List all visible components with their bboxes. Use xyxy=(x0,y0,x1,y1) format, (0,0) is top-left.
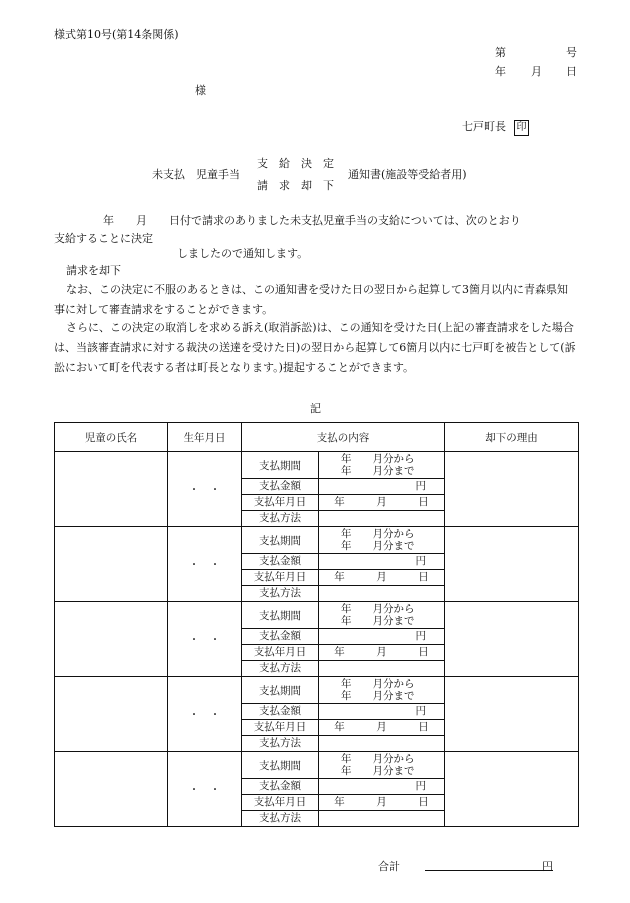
paydate-value[interactable]: 年 月 日 xyxy=(319,645,445,661)
issuer-name: 七戸町長 xyxy=(462,120,506,133)
period-value[interactable] xyxy=(319,452,445,479)
period-value[interactable] xyxy=(319,677,445,704)
period-to: 年 月分まで xyxy=(341,765,415,777)
method-value[interactable] xyxy=(319,736,445,752)
amount-label: 支払金額 xyxy=(242,554,319,570)
child-name-cell[interactable] xyxy=(55,452,168,527)
birthdate-cell[interactable]: ・ ・ xyxy=(168,677,242,752)
title-option-decide: 支 給 決 定 xyxy=(257,157,334,170)
paydate-label: 支払年月日 xyxy=(242,645,319,661)
reject-reason-cell[interactable] xyxy=(445,677,579,752)
body-line2a: 支給することに決定 xyxy=(54,232,153,245)
total-unit: 円 xyxy=(542,860,553,873)
payment-table xyxy=(54,422,579,827)
period-label: 支払期間 xyxy=(242,452,319,479)
ki-label: 記 xyxy=(310,402,321,415)
total-underline xyxy=(425,870,553,871)
method-label: 支払方法 xyxy=(242,661,319,677)
paydate-label: 支払年月日 xyxy=(242,795,319,811)
header-birthdate: 生年月日 xyxy=(168,423,242,452)
period-to: 年 月分まで xyxy=(341,615,415,627)
paydate-value[interactable]: 年 月 日 xyxy=(319,720,445,736)
amount-value[interactable]: 円 xyxy=(319,779,445,795)
amount-value[interactable]: 円 xyxy=(319,629,445,645)
paydate-value[interactable]: 年 月 日 xyxy=(319,495,445,511)
date-year-label: 年 xyxy=(495,65,506,78)
period-to: 年 月分まで xyxy=(341,540,415,552)
header-reject-reason: 却下の理由 xyxy=(445,423,579,452)
method-value[interactable] xyxy=(319,586,445,602)
child-name-cell[interactable] xyxy=(55,602,168,677)
reject-reason-cell[interactable] xyxy=(445,452,579,527)
table-row xyxy=(55,677,579,704)
date-day-label: 日 xyxy=(566,65,577,78)
paydate-value[interactable]: 年 月 日 xyxy=(319,570,445,586)
body-line3: 請求を却下 xyxy=(66,264,121,277)
method-value[interactable] xyxy=(319,511,445,527)
method-value[interactable] xyxy=(319,811,445,827)
form-number: 様式第10号(第14条関係) xyxy=(54,28,179,41)
period-label: 支払期間 xyxy=(242,602,319,629)
birthdate-cell[interactable]: ・ ・ xyxy=(168,452,242,527)
method-label: 支払方法 xyxy=(242,586,319,602)
amount-value[interactable]: 円 xyxy=(319,554,445,570)
paydate-value[interactable]: 年 月 日 xyxy=(319,795,445,811)
period-from: 年 月分から xyxy=(341,678,415,690)
amount-value[interactable]: 円 xyxy=(319,479,445,495)
child-name-cell[interactable] xyxy=(55,752,168,827)
reject-reason-cell[interactable] xyxy=(445,602,579,677)
table-row xyxy=(55,602,579,629)
birthdate-cell[interactable]: ・ ・ xyxy=(168,527,242,602)
seal-mark: 印 xyxy=(514,120,529,136)
period-value[interactable] xyxy=(319,527,445,554)
table-header-row xyxy=(55,423,579,452)
birthdate-cell[interactable]: ・ ・ xyxy=(168,602,242,677)
period-label: 支払期間 xyxy=(242,677,319,704)
number-label-go: 号 xyxy=(566,46,577,59)
method-label: 支払方法 xyxy=(242,511,319,527)
paydate-label: 支払年月日 xyxy=(242,570,319,586)
period-to: 年 月分まで xyxy=(341,465,415,477)
total-label: 合計 xyxy=(378,860,400,873)
title-prefix: 未支払 児童手当 xyxy=(152,168,240,181)
addressee-suffix: 様 xyxy=(195,84,206,97)
period-from: 年 月分から xyxy=(341,753,415,765)
table-row xyxy=(55,752,579,779)
body-line2b: しましたので通知します。 xyxy=(177,247,309,260)
period-to: 年 月分まで xyxy=(341,690,415,702)
period-value[interactable] xyxy=(319,602,445,629)
period-label: 支払期間 xyxy=(242,752,319,779)
amount-label: 支払金額 xyxy=(242,629,319,645)
appeal-paragraph: なお、この決定に不服のあるときは、この通知書を受けた日の翌日から起算して3箇月以内に青森県知事に対して審査請求をすることができます。 xyxy=(54,283,568,316)
method-label: 支払方法 xyxy=(242,811,319,827)
amount-label: 支払金額 xyxy=(242,704,319,720)
title-suffix: 通知書(施設等受給者用) xyxy=(348,168,467,181)
method-value[interactable] xyxy=(319,661,445,677)
header-payment-content: 支払の内容 xyxy=(242,423,445,452)
period-value[interactable] xyxy=(319,752,445,779)
number-label-dai: 第 xyxy=(495,46,506,59)
reject-reason-cell[interactable] xyxy=(445,527,579,602)
issuer xyxy=(462,118,529,136)
period-from: 年 月分から xyxy=(341,603,415,615)
birthdate-cell[interactable]: ・ ・ xyxy=(168,752,242,827)
table-row xyxy=(55,452,579,479)
reject-reason-cell[interactable] xyxy=(445,752,579,827)
period-from: 年 月分から xyxy=(341,453,415,465)
title-option-reject: 請 求 却 下 xyxy=(257,179,334,192)
lawsuit-paragraph: さらに、この決定の取消しを求める訴え(取消訴訟)は、この通知を受けた日(上記の審査請求をした場合は、当該審査請求に対する裁決の送達を受けた日)の翌日から起算して6箇月以内に七戸町を被告として(訴訟において町を代表する者は町長となります。)提起することができます。 xyxy=(54,321,576,374)
method-label: 支払方法 xyxy=(242,736,319,752)
child-name-cell[interactable] xyxy=(55,677,168,752)
amount-label: 支払金額 xyxy=(242,479,319,495)
period-label: 支払期間 xyxy=(242,527,319,554)
paydate-label: 支払年月日 xyxy=(242,720,319,736)
table-row xyxy=(55,527,579,554)
date-month-label: 月 xyxy=(531,65,542,78)
header-child-name: 児童の氏名 xyxy=(55,423,168,452)
amount-label: 支払金額 xyxy=(242,779,319,795)
body-line1: 年 月 日付で請求のありました未支払児童手当の支給については、次のとおり xyxy=(103,214,521,227)
paydate-label: 支払年月日 xyxy=(242,495,319,511)
child-name-cell[interactable] xyxy=(55,527,168,602)
amount-value[interactable]: 円 xyxy=(319,704,445,720)
period-from: 年 月分から xyxy=(341,528,415,540)
